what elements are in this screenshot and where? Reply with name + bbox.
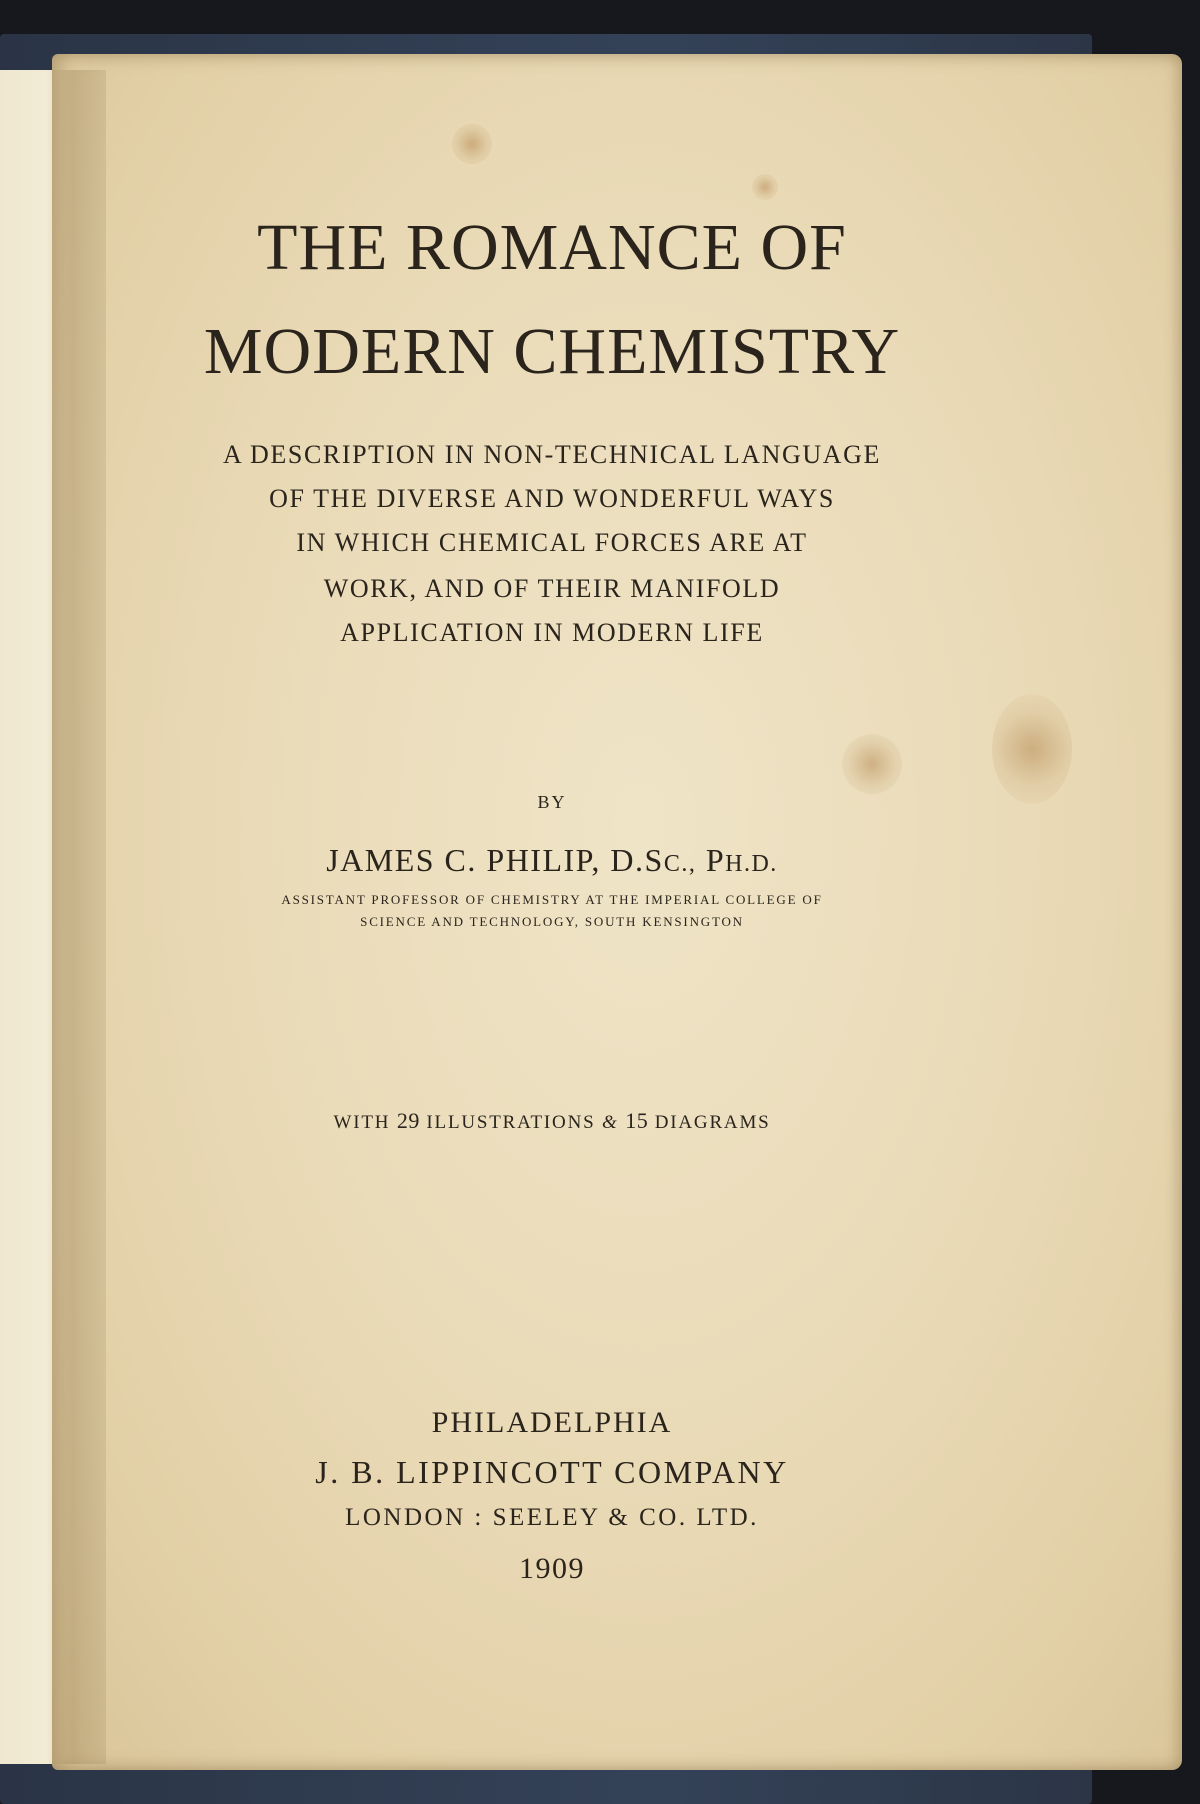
- subtitle-line-2: OF THE DIVERSE AND WONDERFUL WAYS: [269, 484, 835, 513]
- imprint-london: LONDON : SEELEY & CO. LTD.: [345, 1504, 759, 1531]
- author-degree-dsc: [610, 842, 696, 878]
- diagram-count: 15: [625, 1108, 649, 1133]
- degree-phd-initial: P: [705, 842, 726, 878]
- author-affiliation-line-2: SCIENCE AND TECHNOLOGY, SOUTH KENSINGTON: [360, 914, 744, 929]
- illustration-count: 29: [396, 1108, 420, 1133]
- subtitle-line-3: IN WHICH CHEMICAL FORCES ARE AT: [296, 528, 808, 557]
- title-page-text: [52, 0, 1052, 1804]
- illustrations-prefix: WITH: [333, 1112, 391, 1133]
- subtitle-line-5: APPLICATION IN MODERN LIFE: [340, 618, 764, 647]
- book-title-line-2: MODERN CHEMISTRY: [203, 315, 901, 388]
- byline: BY: [537, 792, 567, 812]
- author-name: [52, 842, 1052, 879]
- diagrams-label: DIAGRAMS: [654, 1112, 771, 1133]
- subtitle-line-4: WORK, AND OF THEIR MANIFOLD: [323, 574, 781, 603]
- degree-phd-rest: H.D.: [725, 851, 778, 877]
- imprint-year: 1909: [519, 1552, 585, 1585]
- book-title-line-1: THE ROMANCE OF: [257, 211, 847, 284]
- author-affiliation-line-1: ASSISTANT PROFESSOR OF CHEMISTRY AT THE IMPERIAL COLLEGE OF: [281, 892, 823, 907]
- author-name-text: JAMES C. PHILIP,: [326, 842, 601, 878]
- degree-dsc-initial: D.S: [610, 842, 664, 878]
- ampersand: &: [602, 1112, 619, 1133]
- imprint-publisher: J. B. LIPPINCOTT COMPANY: [315, 1454, 789, 1490]
- subtitle-line-1: A DESCRIPTION IN NON-TECHNICAL LANGUAGE: [223, 440, 881, 469]
- imprint-city: PHILADELPHIA: [431, 1406, 673, 1439]
- illustrations-note: [52, 1108, 1052, 1134]
- author-degree-phd: [706, 842, 778, 878]
- degree-dsc-rest: C.,: [663, 851, 697, 877]
- illustrations-label: ILLUSTRATIONS: [426, 1112, 596, 1133]
